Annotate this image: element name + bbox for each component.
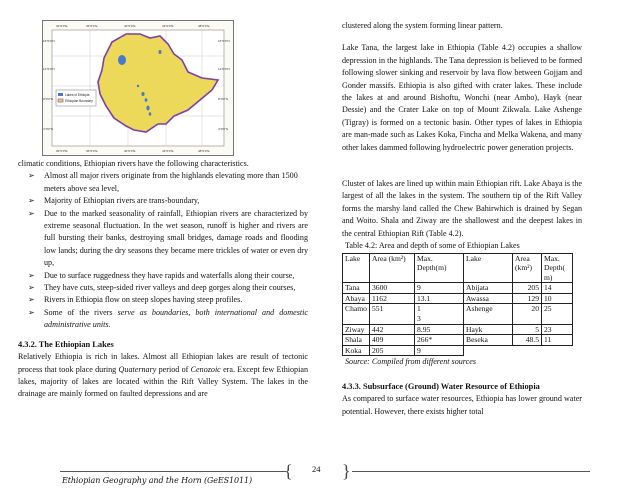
continuation-line: clustered along the system forming linear pattern.: [342, 21, 503, 30]
list-item: [18, 170, 308, 195]
top-tick: 32°0'0"E: [56, 24, 68, 28]
legend-lakes-label: Lakes of Ethiopia: [65, 93, 90, 97]
arrow-bullet-icon: ➢: [28, 196, 35, 206]
table-cell: 9: [415, 345, 464, 356]
ethiopia-lakes-map: [42, 20, 234, 156]
header-cell: Area (km²): [370, 253, 415, 283]
legend-boundary-swatch: [58, 99, 63, 102]
arrow-bullet-icon: ➢: [28, 283, 35, 293]
lake-shala-mark: [145, 98, 148, 102]
arrow-bullet-icon: ➢: [28, 307, 35, 317]
table-cell: Ashenge: [464, 304, 513, 324]
table-cell: 266*: [415, 335, 464, 346]
bullet-text: Due to surface ruggedness they have rapids and waterfalls along their course,: [44, 270, 295, 280]
table-cell: 9: [415, 283, 464, 294]
bullet-text: Almost all major rivers originate from the highlands elevating more than 1500 meters above sea level,: [44, 171, 298, 193]
header-cell: Max. Depth( m): [542, 253, 573, 283]
table-row: [343, 335, 573, 346]
header-cell: Lake: [464, 253, 513, 283]
list-item: [18, 294, 308, 306]
top-tick: 44°0'0"E: [162, 24, 174, 28]
bottom-tick: 32°0'0"E: [56, 149, 68, 153]
table-cell: 25: [542, 304, 573, 324]
table-cell: 5: [513, 324, 542, 335]
bullet-text: Rivers in Ethiopia flow on steep slopes having steep profiles.: [44, 295, 243, 305]
table-cell: 1162: [370, 293, 415, 304]
left-tick: 4°0'0"N: [43, 127, 54, 131]
table-cell: Chamo: [343, 304, 370, 324]
para-text: period of: [156, 364, 191, 374]
arrow-bullet-icon: ➢: [28, 171, 35, 181]
groundwater-paragraph: As compared to surface water resources, Ethiopia has lower ground water potential. However, there exists higher total: [342, 394, 582, 416]
para-italic: Cenozoic: [190, 364, 221, 374]
bullet-text: Due to the marked seasonality of rainfall, Ethiopian rivers are characterized by extreme seasonal fluctuation. In the wet season, runoff is higher and rivers are full bursting their banks, destroying small bridges, damage roads and flooding low lands; during the dry seasons they became mere trickles of water or even dry up,: [44, 208, 308, 268]
table-cell: Koka: [343, 345, 370, 356]
right-tick: 12°0'0"N: [218, 67, 230, 71]
table-cell: Abijata: [464, 283, 513, 294]
table-cell: Ziway: [343, 324, 370, 335]
table-row: [343, 324, 573, 335]
header-cell: Max. Depth(m): [415, 253, 464, 283]
arrow-bullet-icon: ➢: [28, 208, 35, 218]
table-caption: Table 4.2: Area and depth of some of Ethiopian Lakes: [345, 241, 520, 251]
lake-chamo-mark: [149, 112, 152, 116]
para-text: Relatively Ethiopia is rich in lakes. Almost all Ethiopian lakes are result of tectonic process that took place during: [18, 352, 308, 374]
arrow-bullet-icon: ➢: [28, 295, 35, 305]
section-heading-lakes: 4.3.2. The Ethiopian Lakes: [18, 339, 114, 349]
map-svg: [42, 20, 234, 156]
lakes-paragraph: [18, 351, 308, 401]
table-row: [343, 304, 573, 324]
arrow-bullet-icon: ➢: [28, 270, 35, 280]
list-item: [18, 195, 308, 207]
bottom-tick: 48°0'0"E: [198, 149, 210, 153]
footer-rule-right: [352, 471, 590, 472]
list-item: [18, 282, 308, 294]
table-cell: 11: [542, 335, 573, 346]
table-cell: Tana: [343, 283, 370, 294]
left-column: [18, 158, 308, 401]
right-column: [342, 20, 582, 418]
bottom-tick: 40°0'0"E: [124, 149, 136, 153]
table-cell: 205: [370, 345, 415, 356]
table-cell: 205: [513, 283, 542, 294]
para-italic: Quaternary: [118, 364, 157, 374]
legend-lake-swatch: [58, 93, 63, 96]
table-cell: 129: [513, 293, 542, 304]
left-tick: 16°0'0"N: [43, 39, 55, 43]
table-cell: Beseka: [464, 335, 513, 346]
bottom-tick: 44°0'0"E: [162, 149, 174, 153]
table-cell: Awassa: [464, 293, 513, 304]
left-tick: 12°0'0"N: [43, 67, 55, 71]
header-cell: Lake: [343, 253, 370, 283]
table-cell: 1 3: [415, 304, 464, 324]
footer-rule-left: [60, 471, 286, 472]
top-tick: 40°0'0"E: [124, 24, 136, 28]
footer-brace-left-icon: {: [284, 461, 293, 481]
table-cell: 3600: [370, 283, 415, 294]
list-item: [18, 307, 308, 332]
table-cell: 551: [370, 304, 415, 324]
table-cell: Shala: [343, 335, 370, 346]
table-row: [343, 283, 573, 294]
table-cell: 409: [370, 335, 415, 346]
table-cell: 10: [542, 293, 573, 304]
lake-koka-mark: [137, 85, 139, 87]
left-tick: 8°0'0"N: [43, 97, 54, 101]
header-cell: Area (km²): [513, 253, 542, 283]
section-heading-groundwater: 4.3.3. Subsurface (Ground) Water Resource of Ethiopia: [342, 381, 540, 391]
bottom-tick: 36°0'0"E: [86, 149, 98, 153]
legend-boundary-label: Ethiopian Boundary: [65, 99, 93, 103]
table-cell: 48.5: [513, 335, 542, 346]
right-tick: 8°0'0"N: [218, 97, 229, 101]
top-tick: 36°0'0"E: [86, 24, 98, 28]
table-row: [343, 345, 573, 356]
page-number: 24: [312, 464, 321, 474]
bullet-text: Some of the rivers: [44, 307, 118, 317]
right-tick: 16°0'0"N: [218, 39, 230, 43]
table-source: Source: Compiled from different sources: [345, 357, 476, 367]
table-cell: 23: [542, 324, 573, 335]
lake-abaya-mark: [146, 106, 149, 111]
bullet-text: They have cuts, steep-sided river valleys and deep gorges along their courses,: [44, 283, 296, 293]
footer-course-title: Ethiopian Geography and the Horn (GeES1011): [62, 476, 253, 485]
intro-text: climatic conditions, Ethiopian rivers have the following characteristics.: [18, 159, 249, 168]
rift-lakes-paragraph: Cluster of lakes are lined up within main Ethiopian rift. Lake Abaya is the largest of all the lakes in the system. The southern tip of the Rift Valley forms the marshy land called the Chew Bahirwhich is drained by Segan and Woito. Shala and Ziway are the shallowest and the deepest lakes in the central Ethiopian Rift (Table 4.2).: [342, 179, 582, 238]
footer-brace-right-icon: }: [342, 461, 351, 481]
top-tick: 48°0'0"E: [198, 24, 210, 28]
list-item: [18, 270, 308, 282]
table-cell: 8.95: [415, 324, 464, 335]
table-row: [343, 293, 573, 304]
table-cell: 20: [513, 304, 542, 324]
lakes-table: [342, 253, 573, 357]
bullet-text: Majority of Ethiopian rivers are trans-boundary,: [44, 196, 200, 206]
para-text: era. Except few Ethiopian lakes, majority of lakes are located within the Rift Valley System. The lakes in the drainage are mainly formed on faulted depressions and are: [18, 364, 308, 399]
bullet-text-italic: serve as boundaries, both international and domestic administrative units.: [44, 307, 308, 330]
table-cell: 14: [542, 283, 573, 294]
list-item: [18, 208, 308, 270]
table-cell: 442: [370, 324, 415, 335]
lake-tana-mark: [118, 55, 126, 65]
table-cell: Abaya: [343, 293, 370, 304]
table-header-row: [343, 253, 573, 283]
lake-ziway-mark: [141, 92, 144, 96]
right-tick: 4°0'0"N: [218, 127, 229, 131]
table-cell: Hayk: [464, 324, 513, 335]
lake-tana-paragraph: Lake Tana, the largest lake in Ethiopia (Table 4.2) occupies a shallow depression in the highlands. The Tana depression is believed to be formed following slower sinking and reservoir by lava flow between Gojjam and Gonder massifs. Ethiopia is also gifted with crater lakes. These include the lakes at and around Bishoftu, Wonchi (near Ambo), Hayk (near Dessie) and the Crater Lake on top of Mount Zikwala. Lake Ashenge (Tigray) is formed on a tectonic basin. Other types of lakes in Ethiopia are man-made such as Lakes Koka, Fincha and Melka Wakena, and many other lakes dammed following hydroelectric power generation projects.: [342, 43, 582, 152]
lake-ashenge-mark: [159, 50, 162, 54]
table-cell: 13.1: [415, 293, 464, 304]
